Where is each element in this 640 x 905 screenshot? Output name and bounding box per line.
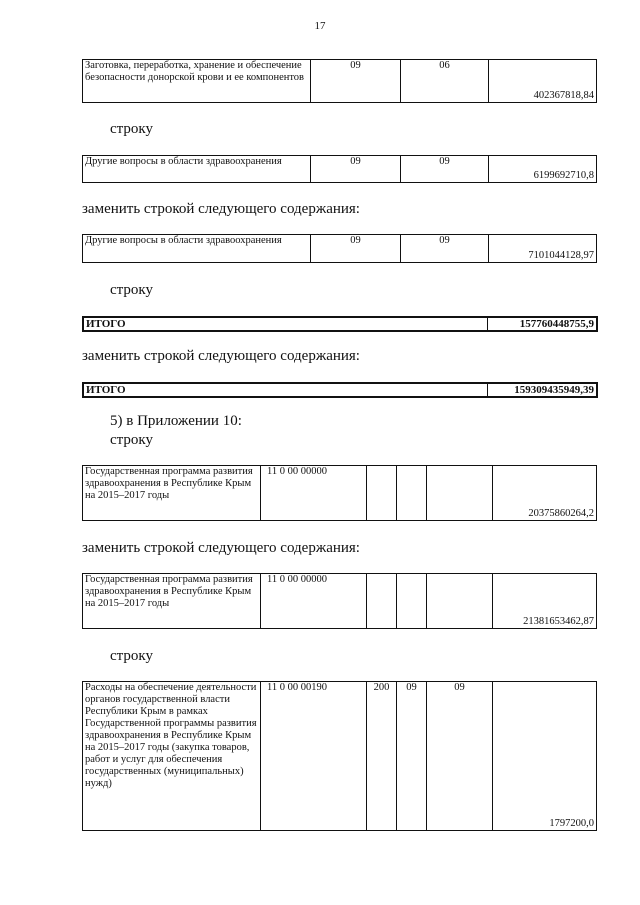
amount: 20375860264,2 — [493, 466, 597, 521]
table-other-health-old — [82, 155, 597, 183]
empty-cell — [397, 466, 427, 521]
text-stroku-1: строку — [110, 121, 153, 137]
table-program-new — [82, 573, 597, 629]
empty-cell — [397, 574, 427, 629]
total-amount: 159309435949,39 — [487, 383, 597, 397]
amount: 7101044128,97 — [489, 235, 597, 263]
text-stroku-4: строку — [110, 648, 153, 664]
row-name: Другие вопросы в области здравоохранения — [83, 235, 311, 263]
empty-cell — [367, 574, 397, 629]
section-code: 09 — [311, 156, 401, 183]
table-other-health-new — [82, 234, 597, 263]
total-amount: 157760448755,9 — [487, 317, 597, 331]
program-code: 11 0 00 00000 — [261, 466, 367, 521]
empty-cell — [427, 574, 493, 629]
subsection-code: 09 — [427, 682, 493, 831]
text-replace-2: заменить строкой следующего содержания: — [82, 348, 360, 364]
section-code: 09 — [311, 235, 401, 263]
empty-cell — [427, 466, 493, 521]
table-total-new — [82, 382, 598, 398]
amount: 21381653462,87 — [493, 574, 597, 629]
total-label: ИТОГО — [83, 383, 487, 397]
section-code: 09 — [397, 682, 427, 831]
amount: 1797200,0 — [493, 682, 597, 831]
row-name: Государственная программа развития здравоохранения в Республике Крым на 2015–2017 годы — [83, 574, 261, 629]
row-name: Другие вопросы в области здравоохранения — [83, 156, 311, 183]
row-name: Государственная программа развития здравоохранения в Республике Крым на 2015–2017 годы — [83, 466, 261, 521]
table-expenses — [82, 681, 597, 831]
page-number: 17 — [314, 20, 326, 32]
subsection-code: 09 — [401, 235, 489, 263]
program-code: 11 0 00 00190 — [261, 682, 367, 831]
row-name: Заготовка, переработка, хранение и обеспечение безопасности донорской крови и ее компонентов — [83, 60, 311, 103]
text-stroku-3: строку — [110, 432, 153, 448]
text-replace-3: заменить строкой следующего содержания: — [82, 540, 360, 556]
subsection-code: 09 — [401, 156, 489, 183]
amount: 6199692710,8 — [489, 156, 597, 183]
table-program-old — [82, 465, 597, 521]
table-blood-services — [82, 59, 597, 103]
text-appendix: 5) в Приложении 10: — [110, 413, 242, 429]
amount: 402367818,84 — [489, 60, 597, 103]
total-label: ИТОГО — [83, 317, 487, 331]
text-replace-1: заменить строкой следующего содержания: — [82, 201, 360, 217]
empty-cell — [367, 466, 397, 521]
section-code: 09 — [311, 60, 401, 103]
subsection-code: 06 — [401, 60, 489, 103]
table-total-old — [82, 316, 598, 332]
row-name: Расходы на обеспечение деятельности органов государственной власти Республики Крым в рамках Государственной программы развития здравоохранения в Республике Крым на 2015–2017 годы (закупка товаров, работ и услуг для обеспечения государственных (муниципальных) нужд) — [83, 682, 261, 831]
text-stroku-2: строку — [110, 282, 153, 298]
expense-type-code: 200 — [367, 682, 397, 831]
program-code: 11 0 00 00000 — [261, 574, 367, 629]
